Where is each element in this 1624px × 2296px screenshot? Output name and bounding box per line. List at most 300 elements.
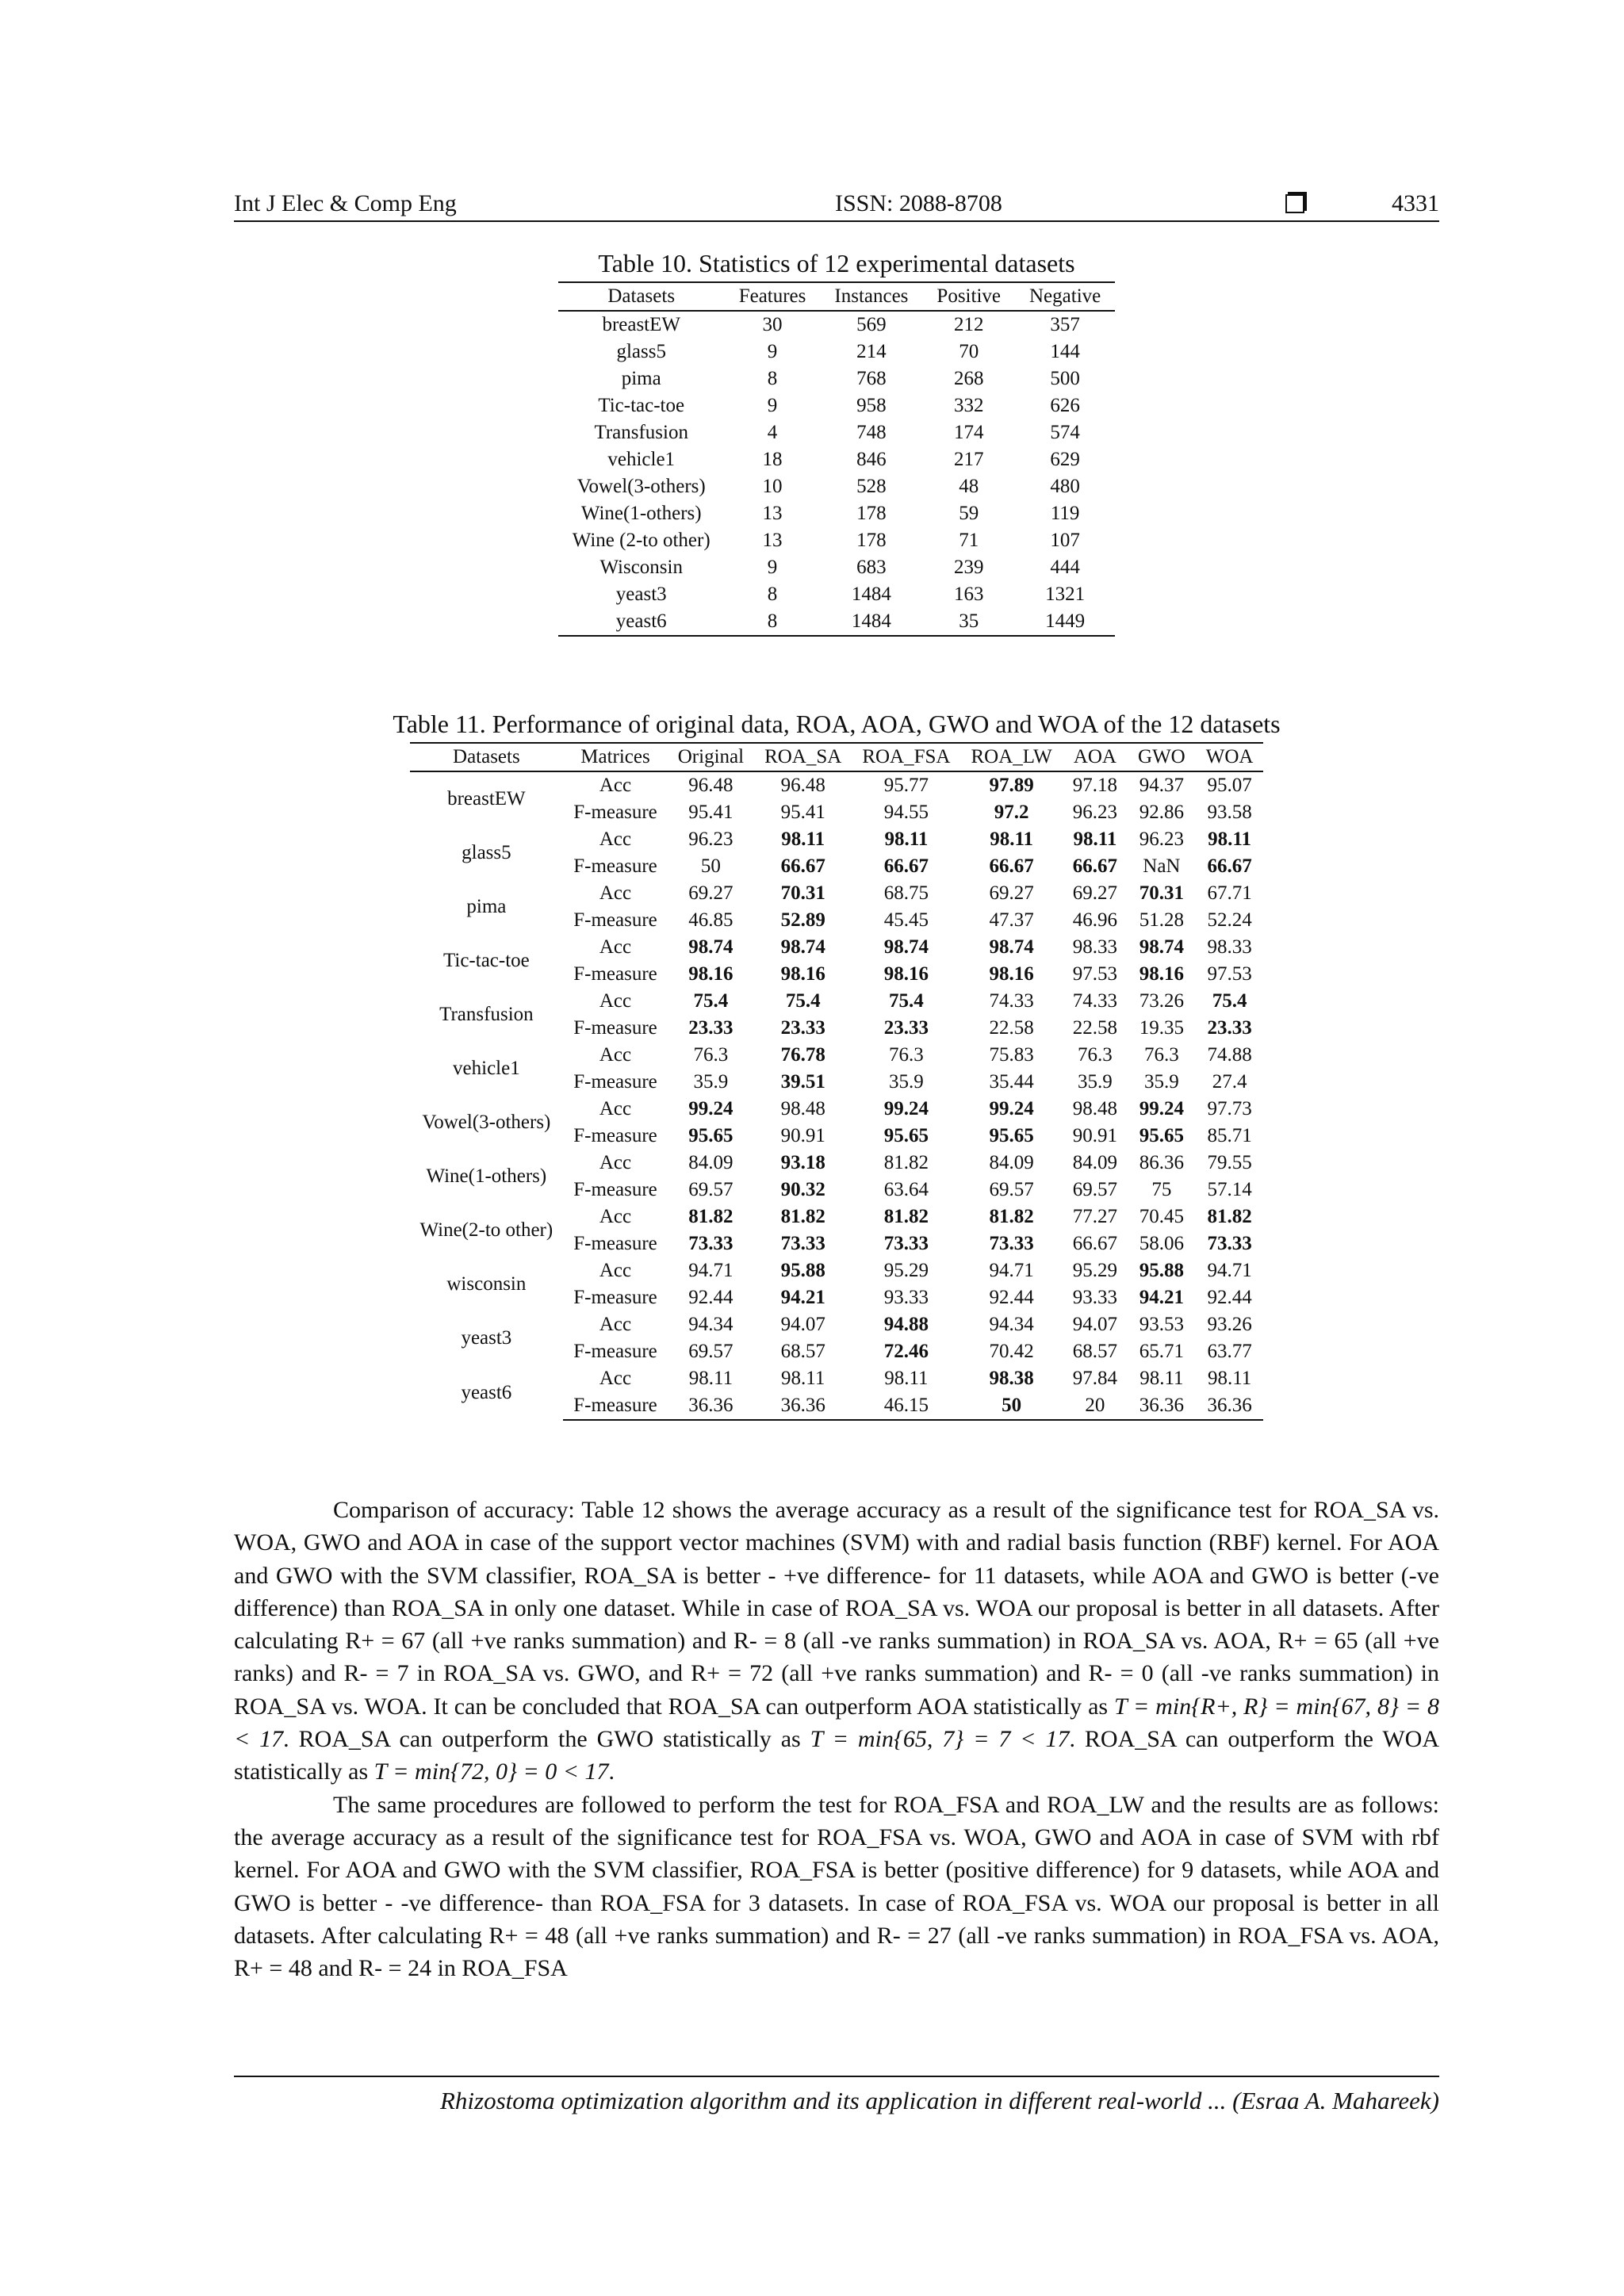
table-cell: 94.34 xyxy=(688,1314,733,1335)
table-cell: 480 xyxy=(1050,476,1080,497)
table-cell: 4 xyxy=(767,422,778,443)
table-cell: 92.44 xyxy=(688,1287,733,1308)
table-row xyxy=(410,934,1264,961)
table-cell: 9 xyxy=(767,341,778,362)
dataset-cell: vehicle1 xyxy=(453,1058,520,1079)
table-cell: 94.55 xyxy=(883,802,929,823)
metric-cell: Acc xyxy=(599,936,632,958)
table-cell: 95.41 xyxy=(780,802,825,823)
running-footer: Rhizostoma optimization algorithm and its application in different real-world ... (Esraa A. Mahareek) xyxy=(234,2076,1439,2115)
table-cell: 96.23 xyxy=(688,828,733,850)
table-row xyxy=(410,1042,1264,1069)
table-cell: 95.29 xyxy=(883,1260,929,1281)
table-row xyxy=(410,1257,1264,1284)
table-11-header-row xyxy=(410,743,1264,771)
table-cell: 99.24 xyxy=(688,1098,733,1119)
table-cell: 99.24 xyxy=(1139,1098,1185,1119)
table-11-body xyxy=(410,771,1264,1420)
table-cell: 174 xyxy=(953,422,984,443)
paragraph-text: . xyxy=(608,1758,615,1785)
table-cell: 81.82 xyxy=(780,1206,825,1227)
table-cell: 178 xyxy=(856,530,887,551)
table-cell: 73.33 xyxy=(1207,1233,1252,1254)
table-cell: 9 xyxy=(767,395,778,416)
table-cell: 96.48 xyxy=(780,775,825,796)
column-header: ROA_LW xyxy=(960,743,1062,771)
table-11-grid xyxy=(410,742,1264,1421)
table-cell: 95.41 xyxy=(688,802,733,823)
table-cell: 36.36 xyxy=(1196,1392,1264,1420)
table-cell: 76.78 xyxy=(780,1044,825,1066)
table-cell: 1321 xyxy=(1045,584,1086,605)
dataset-cell: Transfusion xyxy=(439,1004,534,1025)
table-cell: 98.11 xyxy=(884,828,929,850)
table-cell: 97.2 xyxy=(994,802,1029,823)
table-cell: 45.45 xyxy=(883,909,929,931)
table-cell: 94.21 xyxy=(780,1287,825,1308)
metric-cell: Acc xyxy=(599,775,632,796)
table-cell: 35.9 xyxy=(889,1071,924,1093)
table-10-body xyxy=(558,311,1115,636)
table-cell: 748 xyxy=(856,422,887,443)
dataset-cell: glass5 xyxy=(462,842,511,863)
table-row xyxy=(410,1150,1264,1177)
table-cell: 50 xyxy=(700,855,721,877)
table-row xyxy=(558,365,1115,392)
math-expression: T = min{72, 0} = 0 < 17 xyxy=(373,1758,609,1785)
table-cell: 95.88 xyxy=(780,1260,825,1281)
table-cell: 212 xyxy=(953,314,984,335)
table-cell: 75 xyxy=(1151,1179,1172,1200)
metric-cell: F-measure xyxy=(573,802,657,823)
metric-cell: F-measure xyxy=(573,1017,657,1039)
table-cell: 94.88 xyxy=(883,1314,929,1335)
table-cell: 69.57 xyxy=(688,1179,733,1200)
column-header: Original xyxy=(668,743,754,771)
table-cell: breastEW xyxy=(602,314,680,335)
table-cell: 74.33 xyxy=(1072,990,1118,1012)
table-cell: 84.09 xyxy=(989,1152,1034,1173)
table-cell: 98.74 xyxy=(688,936,733,958)
table-cell: Tic-tac-toe xyxy=(598,395,685,416)
table-cell: 75.4 xyxy=(693,990,729,1012)
table-cell: 98.74 xyxy=(883,936,929,958)
table-row xyxy=(558,500,1115,527)
table-cell: 66.67 xyxy=(1072,1233,1118,1254)
table-cell: 73.26 xyxy=(1139,990,1185,1012)
table-cell: 94.71 xyxy=(989,1260,1034,1281)
table-cell: 444 xyxy=(1050,557,1080,578)
table-cell: 69.57 xyxy=(1072,1179,1118,1200)
table-cell: 13 xyxy=(762,503,783,524)
column-header: GWO xyxy=(1128,743,1196,771)
table-cell: 94.71 xyxy=(688,1260,733,1281)
table-cell: 163 xyxy=(953,584,984,605)
dataset-cell: breastEW xyxy=(447,788,526,809)
metric-cell: Acc xyxy=(599,1368,632,1389)
table-cell: 66.67 xyxy=(883,855,929,877)
table-cell: 77.27 xyxy=(1072,1206,1118,1227)
table-cell: 239 xyxy=(953,557,984,578)
table-cell: 95.65 xyxy=(883,1125,929,1146)
table-cell: Wine (2-to other) xyxy=(572,530,710,551)
table-cell: 50 xyxy=(960,1392,1062,1420)
metric-cell: Acc xyxy=(599,1206,632,1227)
table-cell: 70.45 xyxy=(1139,1206,1185,1227)
dataset-cell: Wine(2-to other) xyxy=(419,1219,553,1241)
table-row xyxy=(558,473,1115,500)
table-cell: 90.91 xyxy=(780,1125,825,1146)
table-cell: 84.09 xyxy=(1072,1152,1118,1173)
table-cell: yeast3 xyxy=(615,584,667,605)
metric-cell: F-measure xyxy=(573,1179,657,1200)
dataset-cell: Tic-tac-toe xyxy=(442,950,530,971)
table-cell: 23.33 xyxy=(1207,1017,1252,1039)
column-header: Matrices xyxy=(563,743,668,771)
table-cell: 46.96 xyxy=(1072,909,1118,931)
table-cell: 75.83 xyxy=(989,1044,1034,1066)
table-cell: 67.71 xyxy=(1207,882,1252,904)
metric-cell: F-measure xyxy=(563,1392,668,1420)
table-cell: 69.27 xyxy=(688,882,733,904)
table-cell: Vowel(3-others) xyxy=(576,476,706,497)
running-header xyxy=(234,190,1439,222)
table-cell: 98.11 xyxy=(781,1368,825,1389)
header-right xyxy=(1285,190,1439,217)
table-cell: 97.53 xyxy=(1207,963,1252,985)
table-cell: 95.88 xyxy=(1139,1260,1185,1281)
table-cell: Transfusion xyxy=(594,422,688,443)
table-cell: 217 xyxy=(953,449,984,470)
table-cell: 500 xyxy=(1050,368,1080,389)
metric-cell: Acc xyxy=(599,1314,632,1335)
table-cell: glass5 xyxy=(616,341,666,362)
table-cell: 59 xyxy=(959,503,979,524)
table-cell: 57.14 xyxy=(1207,1179,1252,1200)
table-cell: 94.07 xyxy=(780,1314,825,1335)
table-cell: 8 xyxy=(767,584,778,605)
table-cell: 46.85 xyxy=(688,909,733,931)
table-cell: Wine(1-others) xyxy=(580,503,702,524)
table-cell: 79.55 xyxy=(1207,1152,1252,1173)
table-cell: 95.77 xyxy=(883,775,929,796)
table-cell: 98.74 xyxy=(780,936,825,958)
table-cell: 332 xyxy=(953,395,984,416)
paragraph-accuracy-comparison xyxy=(234,1494,1439,1789)
table-cell: 92.44 xyxy=(1207,1287,1252,1308)
table-row xyxy=(410,880,1264,907)
table-cell: 81.82 xyxy=(883,1206,929,1227)
table-cell: 85.71 xyxy=(1207,1125,1252,1146)
table-cell: 22.58 xyxy=(1072,1017,1118,1039)
column-header: ROA_SA xyxy=(754,743,852,771)
table-cell: 98.16 xyxy=(780,963,825,985)
table-cell: 81.82 xyxy=(883,1152,929,1173)
table-cell: 35 xyxy=(922,608,1015,636)
table-cell: 92.44 xyxy=(989,1287,1034,1308)
table-cell: 69.27 xyxy=(989,882,1034,904)
table-cell: 528 xyxy=(856,476,887,497)
table-cell: 47.37 xyxy=(989,909,1034,931)
table-row xyxy=(558,446,1115,473)
table-row xyxy=(558,311,1115,339)
table-cell: 92.86 xyxy=(1139,802,1185,823)
table-cell: 90.91 xyxy=(1072,1125,1118,1146)
dataset-cell: Wine(1-others) xyxy=(426,1165,547,1187)
column-header: Features xyxy=(725,282,821,311)
page-content xyxy=(234,190,1439,1984)
table-cell: 30 xyxy=(762,314,783,335)
table-cell: 86.36 xyxy=(1139,1152,1185,1173)
table-10 xyxy=(234,249,1439,637)
table-cell: 81.82 xyxy=(688,1206,733,1227)
table-cell: 99.24 xyxy=(989,1098,1034,1119)
table-cell: 73.33 xyxy=(989,1233,1034,1254)
table-cell: 75.4 xyxy=(889,990,924,1012)
table-cell: 81.82 xyxy=(989,1206,1034,1227)
table-row xyxy=(410,1203,1264,1230)
table-cell: 70.42 xyxy=(989,1341,1034,1362)
table-cell: 144 xyxy=(1050,341,1080,362)
paragraph-fsa-lw-procedure: The same procedures are followed to perform the test for ROA_FSA and ROA_LW and the results are as follows: the average accuracy as a result of the significance test for ROA_FSA vs. WOA, GWO and AOA in case of SVM with rbf kernel. For AOA and GWO with the SVM classifier, ROA_FSA is better (positive difference) for 9 datasets, while AOA and GWO is better - -ve difference- than ROA_FSA for 3 datasets. In case of ROA_FSA vs. WOA our proposal is better in all datasets. After calculating R+ = 48 (all +ve ranks summation) and R- = 27 (all -ve ranks summation) in ROA_FSA vs. AOA, R+ = 48 and R- = 24 in ROA_FSA xyxy=(234,1791,1439,1982)
table-cell: 52.24 xyxy=(1207,909,1252,931)
square-box-icon xyxy=(1285,194,1304,213)
table-cell: 98.11 xyxy=(884,1368,929,1389)
table-cell: Wisconsin xyxy=(599,557,683,578)
table-cell: 63.77 xyxy=(1207,1341,1252,1362)
table-10-caption: Table 10. Statistics of 12 experimental datasets xyxy=(598,249,1075,277)
table-cell: 68.57 xyxy=(780,1341,825,1362)
table-11-caption: Table 11. Performance of original data, ROA, AOA, GWO and WOA of the 12 datasets xyxy=(393,710,1281,738)
dataset-cell: Vowel(3-others) xyxy=(422,1112,551,1133)
table-cell: 268 xyxy=(953,368,984,389)
table-cell: 46.15 xyxy=(852,1392,960,1420)
table-cell: 98.11 xyxy=(781,828,825,850)
table-row xyxy=(558,608,1115,636)
table-cell: 76.3 xyxy=(889,1044,924,1066)
table-cell: 66.67 xyxy=(1207,855,1252,877)
table-cell: 96.48 xyxy=(688,775,733,796)
table-cell: 8 xyxy=(767,368,778,389)
table-cell: 19.35 xyxy=(1139,1017,1185,1039)
table-cell: 48 xyxy=(959,476,979,497)
table-cell: 93.58 xyxy=(1207,802,1252,823)
table-cell: 98.11 xyxy=(990,828,1034,850)
table-cell: 94.71 xyxy=(1207,1260,1252,1281)
table-cell: 10 xyxy=(762,476,783,497)
table-cell: 22.58 xyxy=(989,1017,1034,1039)
table-cell: 1484 xyxy=(820,608,922,636)
column-header: Negative xyxy=(1015,282,1115,311)
body-text xyxy=(234,1494,1439,1984)
metric-cell: F-measure xyxy=(573,909,657,931)
table-cell: pima xyxy=(621,368,661,389)
table-cell: 93.33 xyxy=(883,1287,929,1308)
table-cell: 98.11 xyxy=(1073,828,1117,850)
table-cell: 76.3 xyxy=(693,1044,729,1066)
table-cell: 94.37 xyxy=(1139,775,1185,796)
table-cell: 98.48 xyxy=(1072,1098,1118,1119)
column-header: Datasets xyxy=(558,282,725,311)
table-cell: 95.65 xyxy=(989,1125,1034,1146)
table-row xyxy=(410,1365,1264,1392)
metric-cell: F-measure xyxy=(573,1287,657,1308)
table-cell: 357 xyxy=(1050,314,1080,335)
math-expression: T = min{R+, R} = min{67, 8} = 8 < 17 xyxy=(234,1693,1439,1753)
table-cell: 97.53 xyxy=(1072,963,1118,985)
table-cell: 9 xyxy=(767,557,778,578)
column-header: WOA xyxy=(1196,743,1264,771)
table-cell: 98.38 xyxy=(989,1368,1034,1389)
metric-cell: Acc xyxy=(599,1260,632,1281)
metric-cell: F-measure xyxy=(573,1125,657,1146)
metric-cell: Acc xyxy=(599,828,632,850)
table-cell: 39.51 xyxy=(780,1071,825,1093)
table-cell: 98.16 xyxy=(883,963,929,985)
table-cell: 98.11 xyxy=(1208,828,1252,850)
table-cell: 98.74 xyxy=(1139,936,1185,958)
table-cell: 214 xyxy=(856,341,887,362)
table-cell: 36.36 xyxy=(668,1392,754,1420)
table-cell: 93.33 xyxy=(1072,1287,1118,1308)
metric-cell: F-measure xyxy=(573,1071,657,1093)
table-cell: 23.33 xyxy=(780,1017,825,1039)
metric-cell: Acc xyxy=(599,990,632,1012)
table-cell: 93.53 xyxy=(1139,1314,1185,1335)
table-cell: 98.16 xyxy=(989,963,1034,985)
table-cell: 958 xyxy=(856,395,887,416)
table-cell: 97.73 xyxy=(1207,1098,1252,1119)
metric-cell: Acc xyxy=(599,1098,632,1119)
table-cell: NaN xyxy=(1143,855,1181,877)
issn: ISSN: 2088-8708 xyxy=(834,190,1002,216)
math-expression: T = min{65, 7} = 7 < 17 xyxy=(810,1726,1070,1753)
table-cell: 66.67 xyxy=(780,855,825,877)
table-cell: 95.65 xyxy=(1139,1125,1185,1146)
table-cell: 95.07 xyxy=(1207,775,1252,796)
table-cell: 73.33 xyxy=(883,1233,929,1254)
table-cell: 629 xyxy=(1050,449,1080,470)
table-cell: 23.33 xyxy=(688,1017,733,1039)
table-cell: 69.57 xyxy=(688,1341,733,1362)
table-cell: 68.57 xyxy=(1072,1341,1118,1362)
table-row xyxy=(410,988,1264,1015)
table-cell: 119 xyxy=(1050,503,1080,524)
table-cell: 95.29 xyxy=(1072,1260,1118,1281)
table-cell: 94.34 xyxy=(989,1314,1034,1335)
table-cell: 18 xyxy=(762,449,783,470)
table-cell: 36.36 xyxy=(1128,1392,1196,1420)
table-row xyxy=(558,581,1115,608)
table-cell: yeast6 xyxy=(558,608,725,636)
table-cell: 73.33 xyxy=(688,1233,733,1254)
table-cell: 1484 xyxy=(851,584,891,605)
table-row xyxy=(558,527,1115,554)
table-row xyxy=(558,392,1115,419)
table-cell: 1449 xyxy=(1015,608,1115,636)
table-cell: 98.11 xyxy=(1139,1368,1184,1389)
table-cell: 683 xyxy=(856,557,887,578)
table-row xyxy=(410,771,1264,799)
table-cell: 36.36 xyxy=(754,1392,852,1420)
table-cell: 107 xyxy=(1050,530,1080,551)
table-cell: 98.11 xyxy=(688,1368,733,1389)
table-cell: 71 xyxy=(959,530,979,551)
column-header: Instances xyxy=(820,282,922,311)
table-cell: 93.26 xyxy=(1207,1314,1252,1335)
table-cell: 35.9 xyxy=(693,1071,729,1093)
paragraph-text: . ROA_SA can outperform the WOA statistically as xyxy=(234,1726,1439,1785)
table-cell: 51.28 xyxy=(1139,909,1185,931)
table-cell: 574 xyxy=(1050,422,1080,443)
table-cell: 98.33 xyxy=(1207,936,1252,958)
table-cell: 99.24 xyxy=(883,1098,929,1119)
table-cell: 94.21 xyxy=(1139,1287,1185,1308)
table-10-grid xyxy=(558,281,1115,637)
table-cell: 98.16 xyxy=(1139,963,1185,985)
table-cell: 98.48 xyxy=(780,1098,825,1119)
table-cell: 73.33 xyxy=(780,1233,825,1254)
table-cell: 23.33 xyxy=(883,1017,929,1039)
table-10-header-row xyxy=(558,282,1115,311)
table-row xyxy=(558,339,1115,365)
metric-cell: F-measure xyxy=(573,1341,657,1362)
column-header: Datasets xyxy=(410,743,564,771)
dataset-cell: yeast3 xyxy=(461,1327,512,1349)
table-cell: 98.33 xyxy=(1072,936,1118,958)
table-cell: 97.18 xyxy=(1072,775,1118,796)
table-cell: 70.31 xyxy=(780,882,825,904)
table-11 xyxy=(234,710,1439,1421)
table-cell: 846 xyxy=(856,449,887,470)
column-header: Positive xyxy=(922,282,1015,311)
table-cell: 97.84 xyxy=(1072,1368,1118,1389)
table-cell: 76.3 xyxy=(1078,1044,1113,1066)
table-cell: 63.64 xyxy=(883,1179,929,1200)
table-row xyxy=(558,554,1115,581)
table-cell: 75.4 xyxy=(785,990,821,1012)
table-cell: 68.75 xyxy=(883,882,929,904)
metric-cell: F-measure xyxy=(573,1233,657,1254)
table-cell: 74.88 xyxy=(1207,1044,1252,1066)
table-cell: 96.23 xyxy=(1072,802,1118,823)
table-cell: 75.4 xyxy=(1212,990,1247,1012)
dataset-cell: wisconsin xyxy=(446,1273,527,1295)
table-row xyxy=(410,826,1264,853)
table-cell: 65.71 xyxy=(1139,1341,1185,1362)
table-cell: 95.65 xyxy=(688,1125,733,1146)
table-cell: 626 xyxy=(1050,395,1080,416)
metric-cell: F-measure xyxy=(573,963,657,985)
table-cell: 74.33 xyxy=(989,990,1034,1012)
table-row xyxy=(558,419,1115,446)
table-cell: 66.67 xyxy=(989,855,1034,877)
table-cell: vehicle1 xyxy=(607,449,676,470)
table-cell: 98.74 xyxy=(989,936,1034,958)
table-cell: 70 xyxy=(959,341,979,362)
table-cell: 81.82 xyxy=(1207,1206,1252,1227)
table-cell: 84.09 xyxy=(688,1152,733,1173)
journal-name: Int J Elec & Comp Eng xyxy=(234,190,457,216)
table-cell: 76.3 xyxy=(1144,1044,1179,1066)
table-cell: 69.27 xyxy=(1072,882,1118,904)
table-cell: 569 xyxy=(856,314,887,335)
table-cell: 8 xyxy=(725,608,821,636)
metric-cell: Acc xyxy=(599,882,632,904)
table-cell: 96.23 xyxy=(1139,828,1185,850)
table-cell: 90.32 xyxy=(780,1179,825,1200)
table-cell: 97.89 xyxy=(989,775,1034,796)
